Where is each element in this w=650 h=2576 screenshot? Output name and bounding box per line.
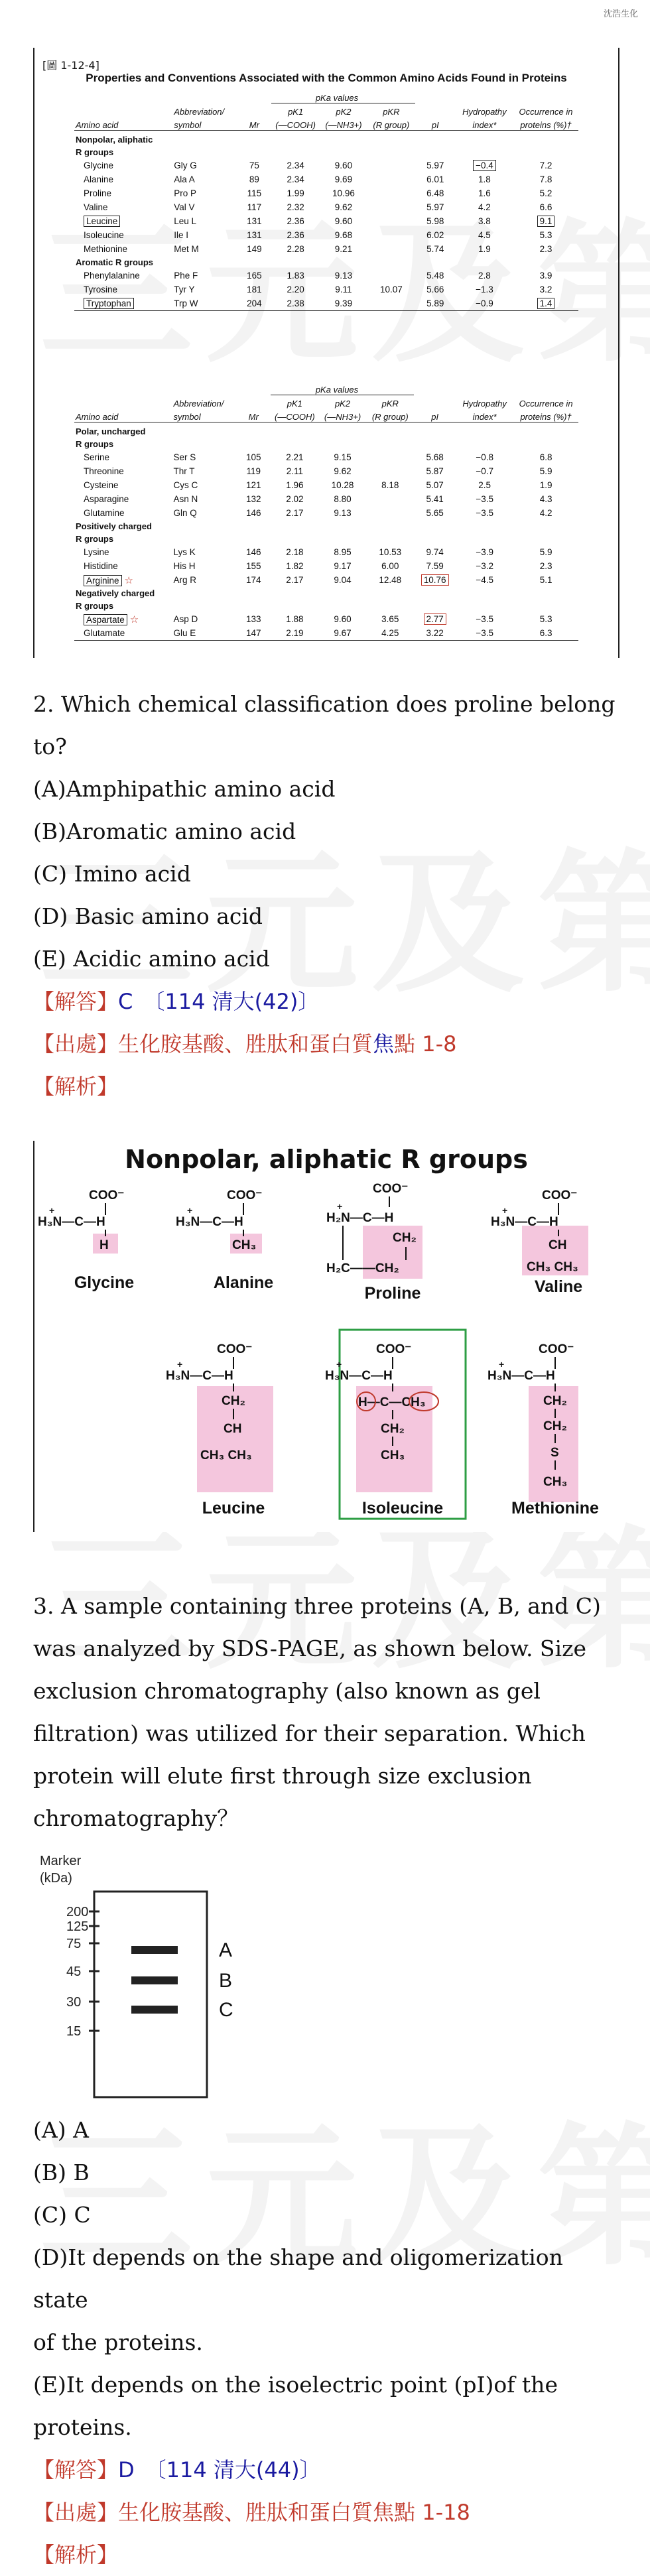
column-header: pK2 (320, 103, 367, 117)
column-header: pK1 (271, 395, 319, 409)
group-heading: R groups (76, 601, 114, 611)
marker-value: 200 (66, 1905, 89, 1919)
column-header: Abbreviation/ (173, 399, 224, 409)
svg-text:H—C—CH₃: H—C—CH₃ (358, 1395, 426, 1409)
question-text: 3. A sample containing three proteins (A, B, and C) (33, 1593, 601, 1619)
svg-text:H₃N—C—H: H₃N—C—H (38, 1215, 105, 1229)
option-e: (E) Acidic amino acid (33, 946, 270, 972)
marker-value: 75 (66, 1937, 82, 1951)
svg-text:S: S (551, 1446, 559, 1460)
group-heading: Positively charged (76, 521, 152, 531)
table-row: Glutamine Gln Q 146 2.17 9.13 5.65 −3.5 4.2 (84, 508, 552, 518)
figure-title: Nonpolar, aliphatic R groups (125, 1145, 528, 1174)
table-row: Histidine His H 155 1.82 9.17 6.00 7.59 −3.2 2.3 (84, 561, 552, 571)
column-header: Occurrence in (519, 399, 573, 409)
group-heading: Nonpolar, aliphatic (76, 135, 153, 145)
aa-name: Leucine (202, 1499, 265, 1517)
table-row: Isoleucine Ile I 131 2.36 9.68 6.02 4.5 5.3 (84, 230, 552, 240)
svg-text:COO⁻: COO⁻ (227, 1189, 263, 1202)
question-2 (33, 683, 617, 1108)
group-heading: Aromatic R groups (76, 257, 154, 267)
svg-text:CH₃: CH₃ (543, 1475, 568, 1489)
column-header (414, 395, 456, 409)
sds-page-gel (33, 1850, 272, 2109)
question-text: exclusion chromatography (also known as gel (33, 1678, 541, 1704)
table-row: Methionine Met M 149 2.28 9.21 5.74 1.9 2.3 (84, 244, 552, 254)
column-header (74, 395, 172, 409)
group-heading: R groups (76, 147, 114, 157)
svg-text:H₃N—C—H: H₃N—C—H (487, 1369, 555, 1383)
question-text: filtration) was utilized for their separation. Which (33, 1720, 586, 1746)
table-row: Asparagine Asn N 132 2.02 8.80 5.41 −3.5 4.3 (84, 494, 552, 504)
table-row: Lysine Lys K 146 2.18 8.95 10.53 9.74 −3.9 5.9 (84, 547, 552, 557)
svg-text:CH₂: CH₂ (222, 1394, 245, 1408)
table-bottom (74, 385, 578, 642)
group-heading: Negatively charged (76, 588, 155, 598)
column-header: (—NH3+) (325, 120, 362, 130)
table-row: Leucine Leu L 131 2.36 9.60 5.98 3.8 9.1 (74, 214, 578, 228)
marker-value: 125 (66, 1919, 89, 1934)
svg-text:CH₂: CH₂ (543, 1419, 567, 1433)
protein-band (131, 1946, 178, 1954)
group-heading: Polar, uncharged (76, 426, 146, 436)
option-e-cont: proteins. (33, 2414, 132, 2440)
svg-text:+: + (336, 1359, 342, 1370)
marker-value: 15 (66, 2024, 82, 2039)
svg-text:CH₂: CH₂ (381, 1422, 405, 1436)
column-header: proteins (%)† (520, 412, 572, 422)
protein-band (131, 1976, 178, 1984)
rgroup-structures (34, 1141, 618, 1532)
marker-value: 45 (66, 1964, 82, 1979)
star-icon: ☆ (124, 574, 133, 586)
table-row: Serine Ser S 105 2.21 9.15 5.68 −0.8 6.8 (84, 452, 552, 462)
marker-value: 30 (66, 1995, 82, 2010)
table-row: Phenylalanine Phe F 165 1.83 9.13 5.48 2.8 3.9 (84, 271, 552, 281)
marker-label: Marker (40, 1854, 82, 1868)
column-header: index* (472, 412, 497, 422)
option-a: (A)Amphipathic amino acid (33, 776, 336, 802)
table-title: Properties and Conventions Associated with the Common Amino Acids Found in Proteins (86, 72, 567, 84)
svg-text:COO⁻: COO⁻ (89, 1189, 125, 1202)
table-row: Valine Val V 117 2.32 9.62 5.97 4.2 6.6 (84, 202, 552, 212)
svg-text:H₃N—C—H: H₃N—C—H (325, 1369, 393, 1383)
question-text: was analyzed by SDS-PAGE, as shown below. Size (33, 1636, 587, 1661)
table-row: Proline Pro P 115 1.99 10.96 6.48 1.6 5.2 (84, 188, 552, 198)
svg-text:+: + (502, 1205, 508, 1216)
explain-label: 【解析】 (33, 2542, 119, 2567)
svg-text:COO⁻: COO⁻ (373, 1182, 409, 1196)
svg-text:+: + (499, 1359, 505, 1370)
column-header: pI (431, 120, 439, 130)
column-header: Mr (249, 120, 259, 130)
option-c: (C) C (33, 2202, 91, 2228)
svg-text:H₃N—C—H: H₃N—C—H (491, 1215, 558, 1229)
svg-text:H₂C——CH₂: H₂C——CH₂ (326, 1261, 399, 1275)
aa-name: Valine (534, 1277, 583, 1296)
protein-band (131, 2006, 178, 2014)
gel-diagram (33, 1850, 272, 2109)
table-row: Arginine ☆ Arg R 174 2.17 9.04 12.48 10.76 −4.5 5.1 (74, 573, 578, 587)
option-e: (E)It depends on the isoelectric point (pI)of the (33, 2372, 558, 2398)
svg-text:+: + (49, 1205, 55, 1216)
option-d: (D)It depends on the shape and oligomerization state (33, 2244, 563, 2313)
option-b: (B)Aromatic amino acid (33, 818, 296, 844)
column-header: Mr (248, 412, 259, 422)
column-header: pK2 (319, 395, 367, 409)
column-header: (R group) (371, 412, 409, 422)
option-d-cont: of the proteins. (33, 2329, 203, 2355)
table-row: Threonine Thr T 119 2.11 9.62 5.87 −0.7 5.9 (84, 466, 552, 476)
answer-line: 【解答】D 〔114 清大(44)〕 (33, 2457, 321, 2482)
band-label: C (219, 1999, 233, 2021)
svg-text:COO⁻: COO⁻ (376, 1342, 412, 1356)
band-label: B (219, 1970, 233, 1992)
source-line: 【出處】生化胺基酸、胜肽和蛋白質焦點 1-8 (33, 1031, 457, 1057)
question-text: to? (33, 734, 67, 759)
question-3-options (33, 2109, 617, 2576)
column-header: pK1 (271, 103, 320, 117)
column-header: Hydropathy (462, 107, 507, 117)
column-header: pKR (367, 103, 415, 117)
column-header: (—NH3+) (324, 412, 361, 422)
figure-label: [圖 1-12-4] (42, 59, 99, 72)
group-heading: R groups (76, 534, 114, 544)
table-row: Alanine Ala A 89 2.34 9.69 6.01 1.8 7.8 (84, 174, 552, 184)
column-header: Hydropathy (462, 399, 507, 409)
nonpolar-rgroup-figure (33, 1141, 618, 1532)
column-header (237, 103, 271, 117)
column-header (415, 103, 456, 117)
column-header: index* (472, 120, 497, 130)
column-header: Abbreviation/ (174, 107, 225, 117)
svg-text:H₂N—C—H: H₂N—C—H (326, 1211, 394, 1225)
answer-line: 【解答】C 〔114 清大(42)〕 (33, 989, 320, 1014)
column-header (74, 103, 172, 117)
aa-name: Proline (364, 1284, 421, 1303)
option-a: (A) A (33, 2117, 89, 2143)
svg-text:H₃N—C—H: H₃N—C—H (176, 1215, 243, 1229)
question-text: 2. Which chemical classification does proline belong (33, 691, 616, 717)
option-c: (C) Imino acid (33, 861, 191, 887)
star-icon: ☆ (129, 613, 139, 625)
svg-text:COO⁻: COO⁻ (539, 1342, 574, 1356)
svg-text:CH₂: CH₂ (543, 1394, 567, 1408)
column-header (236, 395, 271, 409)
column-header: Amino acid (76, 120, 119, 130)
aa-name: Alanine (213, 1273, 274, 1292)
unit-label: (kDa) (40, 1871, 72, 1886)
table-row: Tryptophan Trp W 204 2.38 9.39 5.89 −0.9 1.4 (74, 296, 578, 311)
aa-name: Methionine (511, 1499, 599, 1517)
svg-text:CH: CH (224, 1422, 242, 1436)
question-text: protein will elute first through size exclusion (33, 1763, 532, 1789)
table-row: Cysteine Cys C 121 1.96 10.28 8.18 5.07 2.5 1.9 (84, 480, 552, 490)
svg-text:H: H (99, 1238, 109, 1252)
table-top (74, 93, 578, 312)
column-header: (—COOH) (275, 120, 316, 130)
column-header: proteins (%)† (520, 120, 572, 130)
svg-text:CH₃: CH₃ (232, 1238, 257, 1252)
svg-text:CH₂: CH₂ (393, 1231, 417, 1245)
svg-text:CH: CH (549, 1238, 567, 1252)
corner-note: 沈浩生化 (603, 9, 638, 19)
table-row: Glutamate Glu E 147 2.19 9.67 4.25 3.22 −3.5 6.3 (84, 628, 552, 638)
question-3 (33, 1585, 617, 1840)
aa-name: Glycine (74, 1273, 135, 1292)
explain-label: 【解析】 (33, 1074, 119, 1099)
column-header: (—COOH) (275, 412, 315, 422)
svg-text:+: + (337, 1201, 343, 1212)
source-line: 【出處】生化胺基酸、胜肽和蛋白質焦點 1-18 (33, 2500, 470, 2525)
svg-text:CH₃ CH₃: CH₃ CH₃ (527, 1260, 578, 1274)
amino-acid-table-figure (33, 48, 619, 658)
option-d: (D) Basic amino acid (33, 903, 263, 929)
column-header: (R group) (373, 120, 410, 130)
pka-header: pKa values (315, 93, 359, 103)
table-row: Aspartate ☆ Asp D 133 1.88 9.60 3.65 2.77 −3.5 5.3 (74, 612, 578, 626)
aa-name: Isoleucine (361, 1499, 444, 1517)
table-row: Glycine Gly G 75 2.34 9.60 5.97 −0.4 7.2 (84, 161, 552, 170)
column-header: Amino acid (76, 412, 119, 422)
svg-text:+: + (187, 1205, 193, 1216)
option-b: (B) B (33, 2159, 90, 2185)
svg-text:H₃N—C—H: H₃N—C—H (166, 1369, 233, 1383)
column-header: symbol (174, 120, 202, 130)
band-label: A (219, 1939, 233, 1961)
pka-header: pKa values (315, 385, 359, 395)
svg-text:COO⁻: COO⁻ (542, 1189, 578, 1202)
group-heading: R groups (76, 439, 114, 449)
column-header: symbol (173, 412, 201, 422)
svg-text:COO⁻: COO⁻ (217, 1342, 253, 1356)
column-header: pI (431, 412, 439, 422)
svg-text:CH₃ CH₃: CH₃ CH₃ (200, 1449, 252, 1462)
question-text: chromatography？ (33, 1805, 239, 1831)
column-header: Occurrence in (519, 107, 573, 117)
column-header: pKR (366, 395, 414, 409)
svg-text:CH₃: CH₃ (381, 1449, 405, 1462)
table-row: Tyrosine Tyr Y 181 2.20 9.11 10.07 5.66 −1.3 3.2 (84, 285, 552, 294)
svg-text:+: + (177, 1359, 183, 1370)
